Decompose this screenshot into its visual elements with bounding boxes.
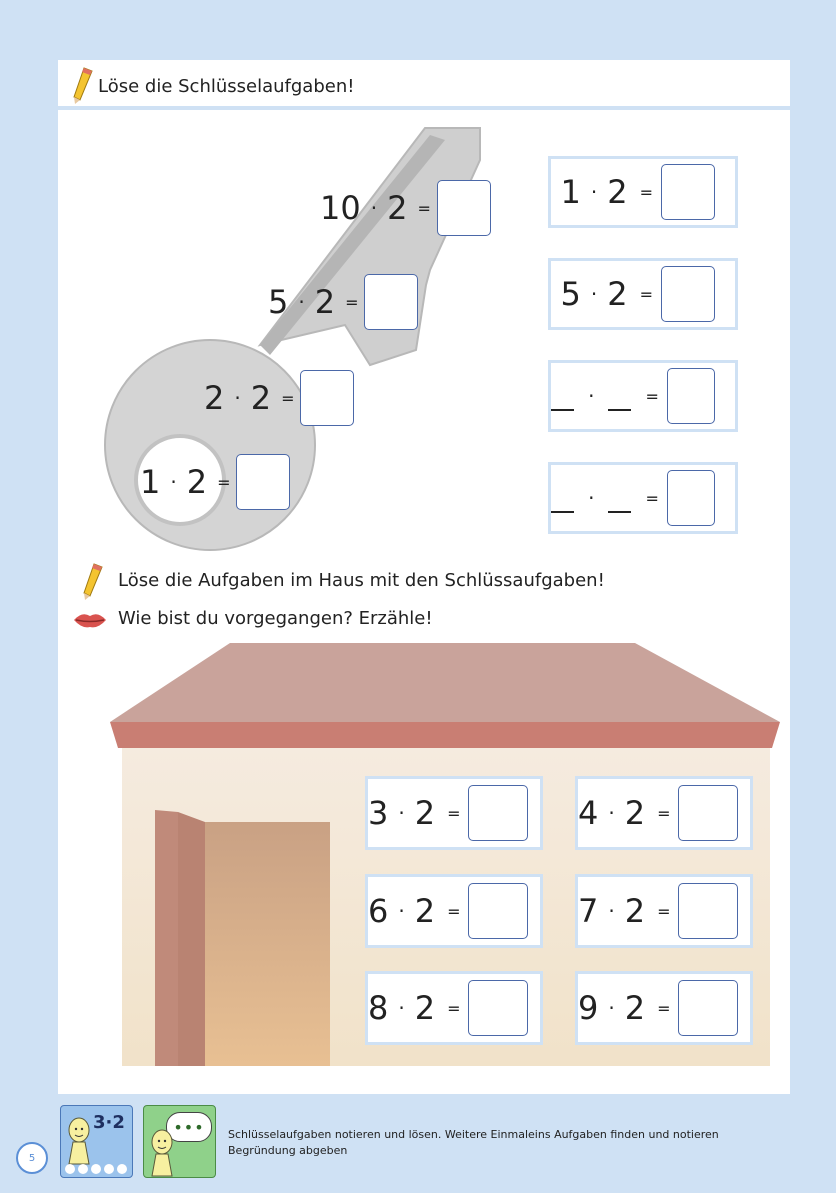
progress-dots (65, 1164, 127, 1174)
multiplier: 2 (624, 989, 646, 1027)
multiplier: 2 (414, 794, 436, 832)
dot-icon (91, 1164, 101, 1174)
factor: 6 (368, 892, 389, 930)
factor-blank[interactable] (551, 381, 574, 411)
equals-sign: = (447, 998, 461, 1018)
multiplier: 2 (414, 989, 436, 1027)
child-figure-icon (148, 1128, 178, 1178)
instruction-key-tasks: Löse die Schlüsselaufgaben! (98, 76, 355, 97)
times-sign: · (170, 470, 177, 494)
factor: 5 (268, 283, 289, 321)
pencil-icon (80, 562, 104, 600)
footer-description: Schlüsselaufgaben notieren und lösen. Weitere Einmaleins Aufgaben finden und notieren Begründung abgeben (228, 1128, 719, 1157)
instruction-explain: Wie bist du vorgegangen? Erzähle! (118, 608, 433, 629)
multiplier: 2 (387, 189, 408, 227)
dot-icon (65, 1164, 75, 1174)
answer-box[interactable] (364, 274, 418, 330)
multiplier: 2 (250, 379, 272, 417)
equals-sign: = (447, 901, 461, 921)
factor: 4 (578, 794, 599, 832)
factor: 2 (204, 379, 225, 417)
dot-icon (117, 1164, 127, 1174)
answer-box[interactable] (468, 883, 528, 939)
page-number-badge (16, 1142, 48, 1174)
key-equation-1 (140, 454, 290, 510)
key-card-blank (548, 360, 738, 432)
times-sign: · (608, 801, 615, 825)
house-card (365, 874, 543, 948)
equals-sign: = (217, 472, 231, 492)
house-card (575, 971, 753, 1045)
times-sign: · (590, 282, 598, 306)
times-sign: · (370, 196, 378, 220)
times-sign: · (398, 801, 405, 825)
multiplier: 2 (624, 794, 646, 832)
factor: 1 (140, 463, 161, 501)
house-card (575, 874, 753, 948)
multiplier-blank[interactable] (608, 381, 631, 411)
key-equation-5 (268, 274, 418, 330)
dot-icon (104, 1164, 114, 1174)
key-card (548, 156, 738, 228)
multiplier: 2 (624, 892, 646, 930)
equals-sign: = (639, 182, 653, 202)
times-sign: · (398, 996, 405, 1020)
times-sign: · (608, 899, 615, 923)
multiplier: 2 (607, 275, 628, 313)
factor: 7 (578, 892, 599, 930)
equals-sign: = (345, 292, 359, 312)
equals-sign: = (417, 198, 431, 218)
factor-blank[interactable] (551, 483, 574, 513)
equals-sign: = (657, 901, 671, 921)
answer-box[interactable] (661, 266, 715, 322)
answer-box[interactable] (667, 470, 715, 526)
key-card (548, 258, 738, 330)
factor: 5 (560, 275, 581, 313)
badge-text: 3·2 (93, 1112, 125, 1133)
equals-sign: = (645, 386, 659, 406)
answer-box[interactable] (678, 883, 738, 939)
equals-sign: = (281, 388, 295, 408)
answer-box[interactable] (236, 454, 290, 510)
times-sign: · (608, 996, 615, 1020)
answer-box[interactable] (678, 980, 738, 1036)
multiplier-blank[interactable] (608, 483, 631, 513)
answer-box[interactable] (468, 980, 528, 1036)
times-sign: · (398, 899, 405, 923)
key-equation-10 (320, 180, 491, 236)
answer-box[interactable] (661, 164, 715, 220)
math-badge (60, 1105, 133, 1178)
factor: 1 (560, 173, 581, 211)
times-sign: · (588, 486, 595, 510)
times-sign: · (234, 386, 241, 410)
factor: 9 (578, 989, 599, 1027)
equals-sign: = (639, 284, 653, 304)
equals-sign: = (645, 488, 659, 508)
multiplier: 2 (607, 173, 628, 211)
answer-box[interactable] (468, 785, 528, 841)
times-sign: · (298, 290, 305, 314)
instruction-house-tasks: Löse die Aufgaben im Haus mit den Schlüssaufgaben! (118, 570, 605, 591)
factor: 3 (368, 794, 389, 832)
house-card (575, 776, 753, 850)
equals-sign: = (447, 803, 461, 823)
dot-icon (78, 1164, 88, 1174)
speech-dots: ••• (173, 1117, 205, 1137)
pencil-icon (70, 66, 94, 104)
talk-badge (143, 1105, 216, 1178)
answer-box[interactable] (667, 368, 715, 424)
factor: 10 (320, 189, 361, 227)
multiplier: 2 (414, 892, 436, 930)
answer-box[interactable] (678, 785, 738, 841)
mouth-icon (72, 610, 108, 630)
house-card (365, 776, 543, 850)
factor: 8 (368, 989, 389, 1027)
times-sign: · (588, 384, 595, 408)
equals-sign: = (657, 803, 671, 823)
equals-sign: = (657, 998, 671, 1018)
child-figure-icon (65, 1116, 95, 1166)
multiplier: 2 (186, 463, 208, 501)
times-sign: · (590, 180, 598, 204)
answer-box[interactable] (300, 370, 354, 426)
key-card-blank (548, 462, 738, 534)
house-card (365, 971, 543, 1045)
key-equation-2 (204, 370, 354, 426)
page-number: 5 (28, 1152, 36, 1164)
multiplier: 2 (314, 283, 336, 321)
answer-box[interactable] (437, 180, 491, 236)
